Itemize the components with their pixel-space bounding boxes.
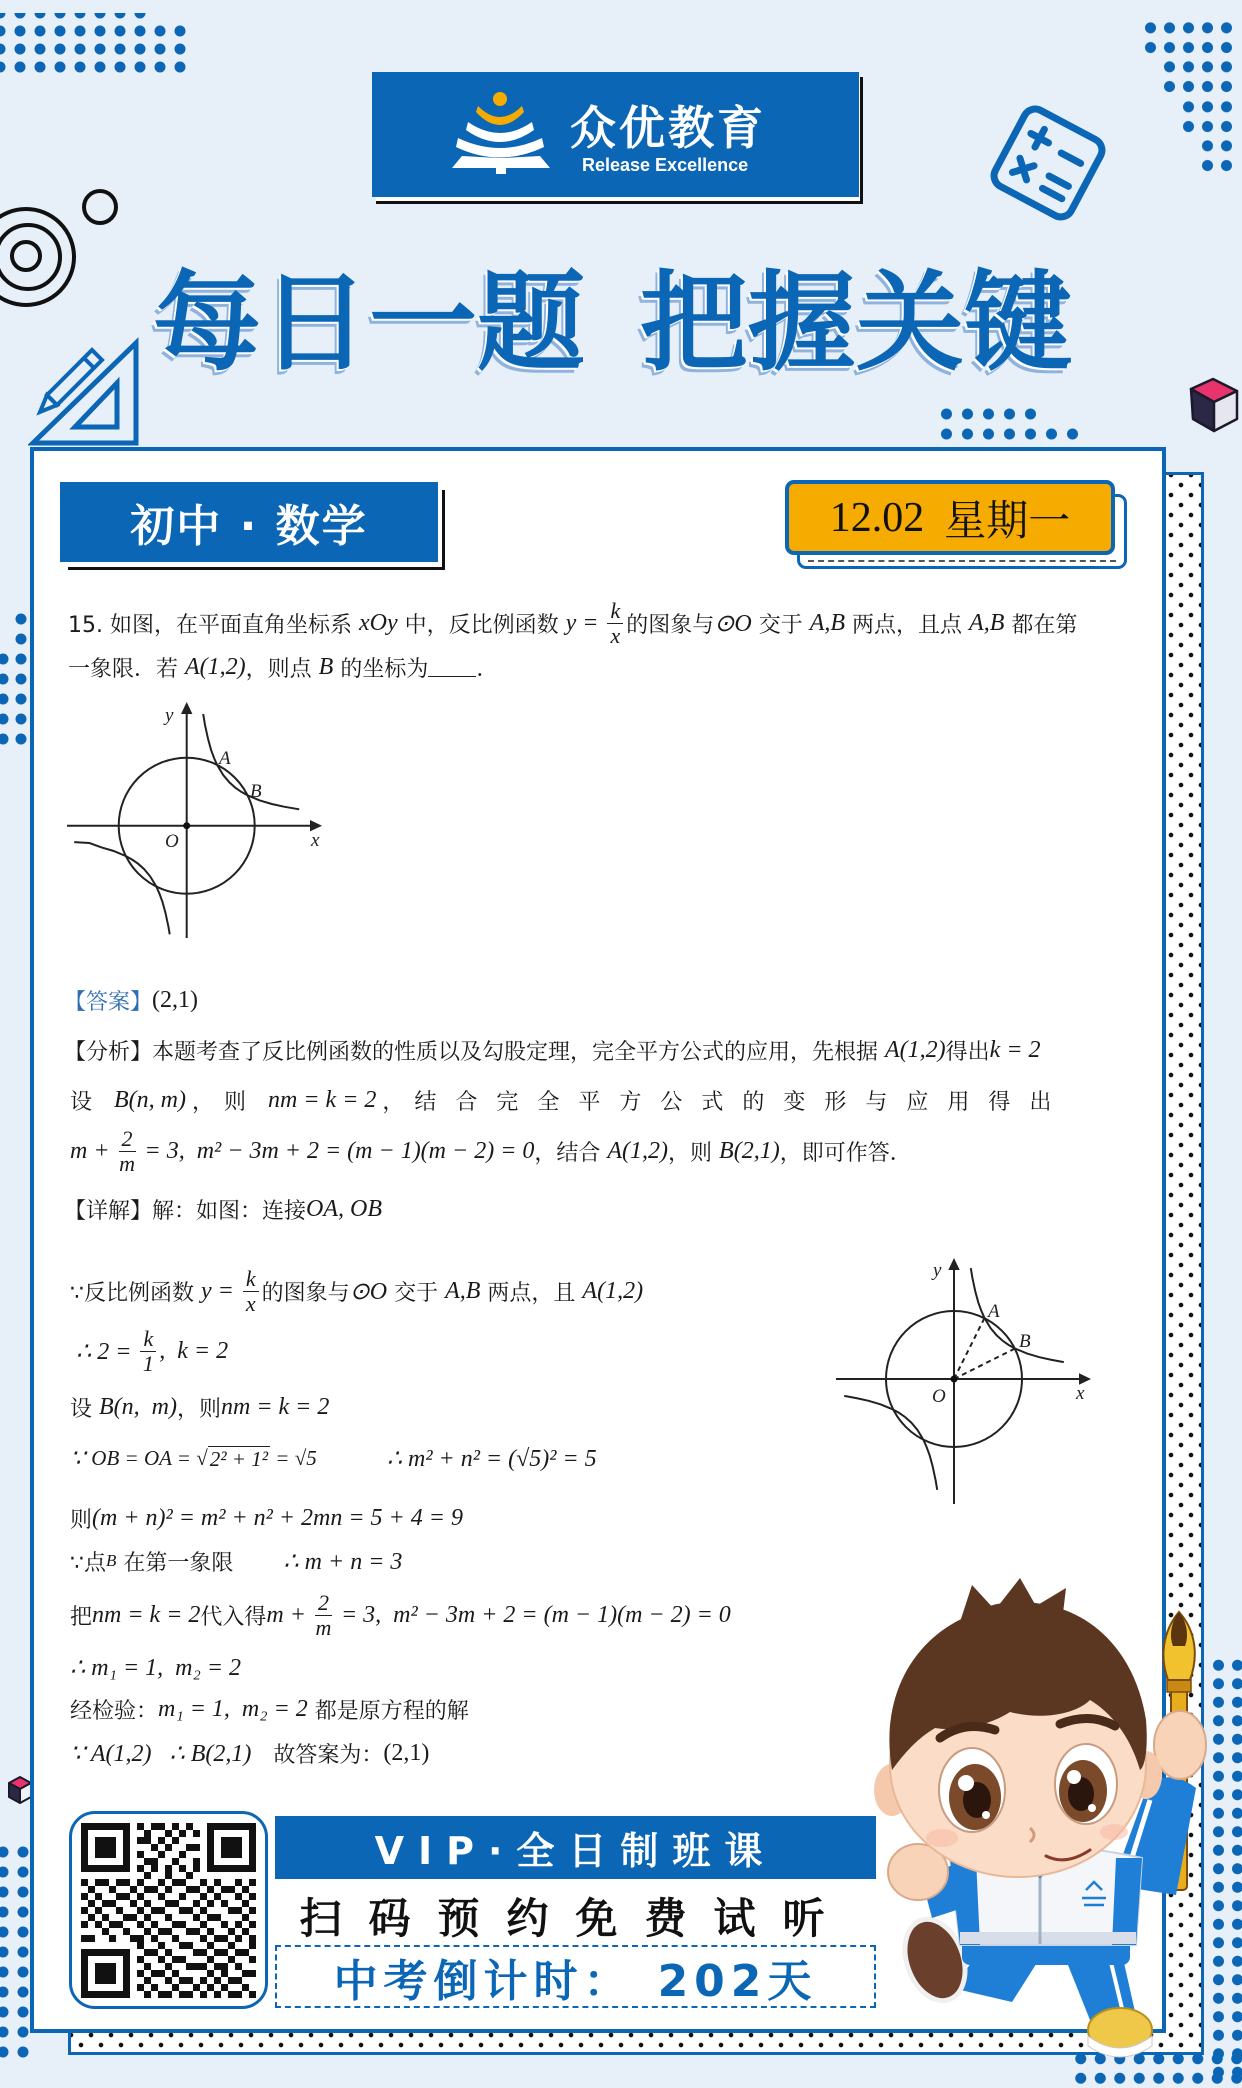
denominator: m [119,1150,135,1176]
text: 设 [70,1089,93,1115]
denominator: 1 [142,1350,154,1376]
figure-1-graph [67,702,329,938]
dots-left-mid-a [11,609,31,749]
answer-value: (2,1) [152,986,198,1013]
text: 中，反比例函数 [397,612,566,638]
qr-code-frame [69,1811,268,2009]
point-label-a: A [988,1301,1000,1322]
banner-title-right: 把握关键 [640,261,1073,386]
analysis-line-2 [70,1085,1070,1115]
text: 交于 [387,1280,446,1306]
text: 则 [224,1089,247,1115]
math: OB = OA = √ [91,1445,208,1470]
text: ，则点 [245,656,319,682]
text: 的图象与 [626,612,715,638]
math: m + [266,1601,312,1628]
text: ，则 [176,1396,221,1422]
math: A,B [445,1277,481,1304]
math: ∴ 2 = [76,1338,138,1365]
solution-line-2 [76,1325,229,1376]
date-value: 12.02 [829,494,925,541]
solution-line-10 [70,1738,429,1768]
text: ， [192,1089,215,1115]
axis-label-y: y [165,705,174,726]
math: y = [201,1277,240,1304]
text: 故答案为： [273,1742,384,1768]
solution-line-3 [70,1392,329,1422]
brand-name-en: Release Excellence [582,155,749,175]
math: ⊙O [349,1278,388,1305]
brand-logo-icon [448,92,554,174]
math: ∵ [70,1445,92,1472]
math: = 3, m² − 3m + 2 = (m − 1)(m − 2) = 0 [138,1137,535,1164]
dots-top-right-1 [1141,18,1236,57]
solution-line-5 [70,1503,463,1533]
math: ∵ A(1,2) [70,1740,152,1767]
answer-line [64,985,198,1015]
text: 两点，且点 [845,612,970,638]
text: 交于 [751,612,810,638]
text: ，则 [668,1140,720,1166]
math: (2,1) [383,1739,430,1766]
fraction-k-over-1 [140,1325,156,1376]
text: 的坐标为 [333,656,429,682]
solution-line-4 [70,1443,597,1473]
dots-top-left-row0 [0,4,150,22]
math: ∴ m₁ = 1, m₂ = 2 [70,1654,242,1681]
math: A(1,2) [885,1036,946,1063]
math: = [576,609,605,636]
dots-top-right-2 [1160,57,1236,96]
text: 【详解】解：如图：连接 [64,1198,307,1224]
math: ⊙O [714,610,752,637]
text: ，即可作答． [779,1140,912,1166]
text: 15. 如图，在平面直角坐标系 [68,612,359,638]
text: ∵反比例函数 [70,1280,201,1306]
question-line-1 [68,597,1078,648]
scan-to-book-text: 扫码预约免费试听 [299,1894,852,1943]
math: m + [70,1137,116,1164]
dots-top-right-4 [1198,136,1236,175]
solution-line-7 [70,1589,731,1640]
math: B [106,1551,117,1570]
math: = 3, m² − 3m + 2 = (m − 1)(m − 2) = 0 [334,1601,731,1628]
numerator: 2 [315,1592,332,1616]
point-label-b: B [1019,1331,1031,1352]
countdown-value: 202天 [657,1955,818,2007]
solution-line-1 [70,1265,644,1316]
text: 经检验： [70,1698,159,1724]
math: k = 2 [989,1036,1041,1063]
math: nm = k = 2 [92,1601,201,1628]
numerator: k [140,1328,156,1352]
question-line-2 [68,652,498,682]
math: m₁ = 1, m₂ = 2 [158,1695,308,1722]
math: = √5 [270,1445,317,1470]
dots-top-right-3 [1179,97,1236,136]
brand-name-cn: 众优教育 [570,101,766,155]
vip-course-banner: VIP·全日制班课 [275,1816,876,1879]
math: ∴ m + n = 3 [283,1548,403,1575]
math: B(n, m) [99,1393,177,1420]
subject-label: 初中 · 数学 [60,482,438,562]
text: 设 [70,1396,99,1422]
figure-2-graph [834,1254,1096,1506]
brand-logo [372,72,859,197]
mascot-boy [870,1575,1215,2065]
exam-countdown [275,1945,876,2008]
text: 的图象与 [261,1280,350,1306]
dots-left-bottom [0,1842,33,2062]
text: 得出 [945,1039,990,1065]
math: y [565,609,577,636]
math: B [318,653,334,680]
text: 都是原方程的解 [307,1698,469,1724]
axis-label-x: x [1076,1383,1085,1404]
point-label-a: A [219,748,231,769]
math: A(1,2) [185,653,246,680]
origin-label: O [932,1386,946,1407]
numerator: 2 [119,1128,136,1152]
math: ∴ B(2,1) [169,1740,252,1767]
cube-icon [1183,375,1242,435]
text: ∵点 [70,1550,106,1576]
detail-header [64,1194,382,1224]
math: OA, OB [306,1195,382,1222]
fraction-2-over-m [119,1125,136,1176]
triangle-ruler-icon [28,335,143,450]
origin-label: O [165,831,179,852]
concentric-circles-icon [0,185,130,325]
math: B(2,1) [719,1137,780,1164]
text: ． [476,656,499,682]
text: 一象限．若 [68,656,185,682]
dots-title-right-2 [936,424,1083,444]
math: A(1,2) [582,1277,644,1304]
analysis-line-3 [70,1125,912,1176]
denominator: x [610,622,621,648]
text: 两点，且 [480,1280,583,1306]
fraction-2-over-m [315,1589,332,1640]
numerator: k [243,1268,259,1292]
solution-line-6 [70,1546,402,1576]
qr-code [81,1823,256,1998]
math: nm = k = 2 [268,1086,377,1113]
math: A,B [969,609,1005,636]
denominator: x [245,1290,256,1316]
analysis-line-1 [64,1035,1041,1065]
math: , k = 2 [159,1337,229,1364]
text: 则 [70,1507,93,1533]
numerator: k [607,600,623,624]
axis-label-x: x [311,830,320,851]
math: B(n, m) [114,1086,186,1113]
text: 结合完全平方公式的变形与应用得出 [414,1089,1071,1115]
banner-title-left: 每日一题 [153,261,586,386]
math: A,B [809,609,846,636]
math: (m + n)² = m² + n² + 2mn = 5 + 4 = 9 [92,1504,463,1531]
fraction-k-over-x [243,1265,259,1316]
dots-title-right-1 [936,404,1041,424]
text: 【分析】本题考查了反比例函数的性质以及勾股定理，完全平方公式的应用，先根据 [64,1039,885,1065]
weekday-value: 星期一 [944,498,1071,545]
text: ，结合 [534,1140,608,1166]
math: ∴ m² + n² = (√5)² = 5 [386,1445,597,1472]
countdown-label: 中考倒计时： [333,1955,634,2007]
dots-top-left [0,22,190,76]
axis-label-y: y [933,1260,942,1281]
fraction-k-over-x [607,597,623,648]
math: nm = k = 2 [221,1393,330,1420]
math: A(1,2) [607,1137,669,1164]
text: 代入得 [200,1604,267,1630]
denominator: m [315,1614,332,1640]
math: xOy [358,609,398,636]
solution-line-9 [70,1694,469,1724]
dots-left-mid-b [0,649,13,749]
answer-blank [428,658,476,677]
text: 把 [70,1604,93,1630]
calculator-icon [974,89,1123,238]
answer-label: 【答案】 [64,989,153,1015]
text: 都在第 [1004,612,1078,638]
point-label-b: B [250,781,262,802]
text: ， [382,1089,405,1115]
radicand: 2² + 1² [209,1446,269,1471]
solution-line-8 [70,1652,241,1682]
text: 在第一象限 [116,1550,234,1576]
date-badge [785,480,1115,555]
